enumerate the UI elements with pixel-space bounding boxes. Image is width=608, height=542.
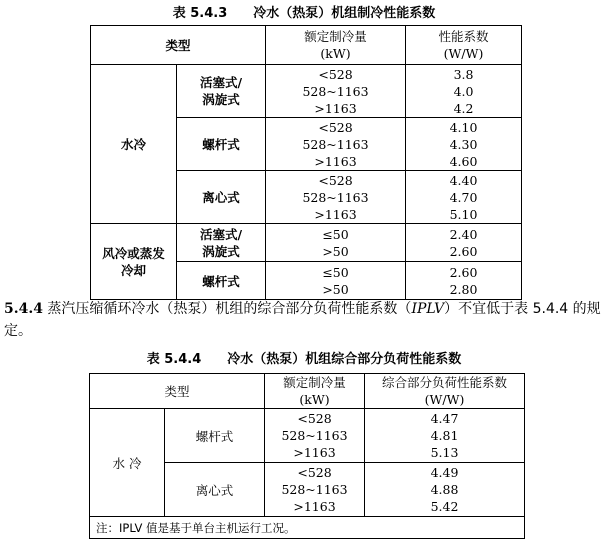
subtype-screw: 螺杆式	[177, 262, 266, 300]
capacity-cell: <528 528~1163 >1163	[265, 409, 365, 463]
subtype-centrifugal: 离心式	[177, 171, 266, 224]
clause-5-4-4	[4, 298, 604, 342]
cop-table	[90, 25, 522, 300]
iplv-cell: 4.49 4.88 5.42	[365, 463, 525, 517]
category-water-cooled: 水 冷	[90, 409, 165, 517]
subtype-screw: 螺杆式	[177, 118, 266, 171]
clause-text-before: 蒸汽压缩循环冷水（热泵）机组的综合部分负荷性能系数（	[42, 301, 412, 317]
cop-cell: 2.60 2.80	[406, 262, 522, 300]
capacity-cell: <528 528~1163 >1163	[266, 65, 406, 118]
clause-text-after: ）不宜低于表 5.4.4 的规定。	[4, 301, 601, 339]
capacity-cell: ≤50 >50	[266, 262, 406, 300]
header-type: 类型	[90, 374, 265, 409]
table-5-4-4-caption: 表 5.4.4 冷水（热泵）机组综合部分负荷性能系数	[146, 352, 462, 367]
table-note: 注：IPLV 值是基于单台主机运行工况。	[90, 517, 525, 539]
cop-cell: 3.8 4.0 4.2	[406, 65, 522, 118]
header-capacity: 额定制冷量 (kW)	[265, 374, 365, 409]
capacity-cell: <528 528~1163 >1163	[266, 118, 406, 171]
cop-cell: 4.40 4.70 5.10	[406, 171, 522, 224]
capacity-cell: ≤50 >50	[266, 224, 406, 262]
clause-term: IPLV	[411, 301, 445, 317]
capacity-cell: <528 528~1163 >1163	[266, 171, 406, 224]
cop-cell: 2.40 2.60	[406, 224, 522, 262]
header-cop: 性能系数 (W/W)	[406, 26, 522, 65]
clause-number: 5.4.4	[4, 301, 43, 317]
iplv-table	[89, 373, 525, 539]
header-capacity: 额定制冷量 (kW)	[266, 26, 406, 65]
table-5-4-3-caption: 表 5.4.3 冷水（热泵）机组制冷性能系数	[172, 6, 436, 21]
subtype-reciprocating-scroll: 活塞式/ 涡旋式	[177, 65, 266, 118]
capacity-cell: <528 528~1163 >1163	[265, 463, 365, 517]
header-iplv: 综合部分负荷性能系数 (W/W)	[365, 374, 525, 409]
category-water-cooled: 水冷	[91, 65, 177, 224]
header-type: 类型	[91, 26, 266, 65]
cop-cell: 4.10 4.30 4.60	[406, 118, 522, 171]
subtype-reciprocating-scroll: 活塞式/ 涡旋式	[177, 224, 266, 262]
subtype-screw: 螺杆式	[165, 409, 265, 463]
iplv-cell: 4.47 4.81 5.13	[365, 409, 525, 463]
category-air-evaporative-cooled: 风冷或蒸发 冷却	[91, 224, 177, 300]
subtype-centrifugal: 离心式	[165, 463, 265, 517]
